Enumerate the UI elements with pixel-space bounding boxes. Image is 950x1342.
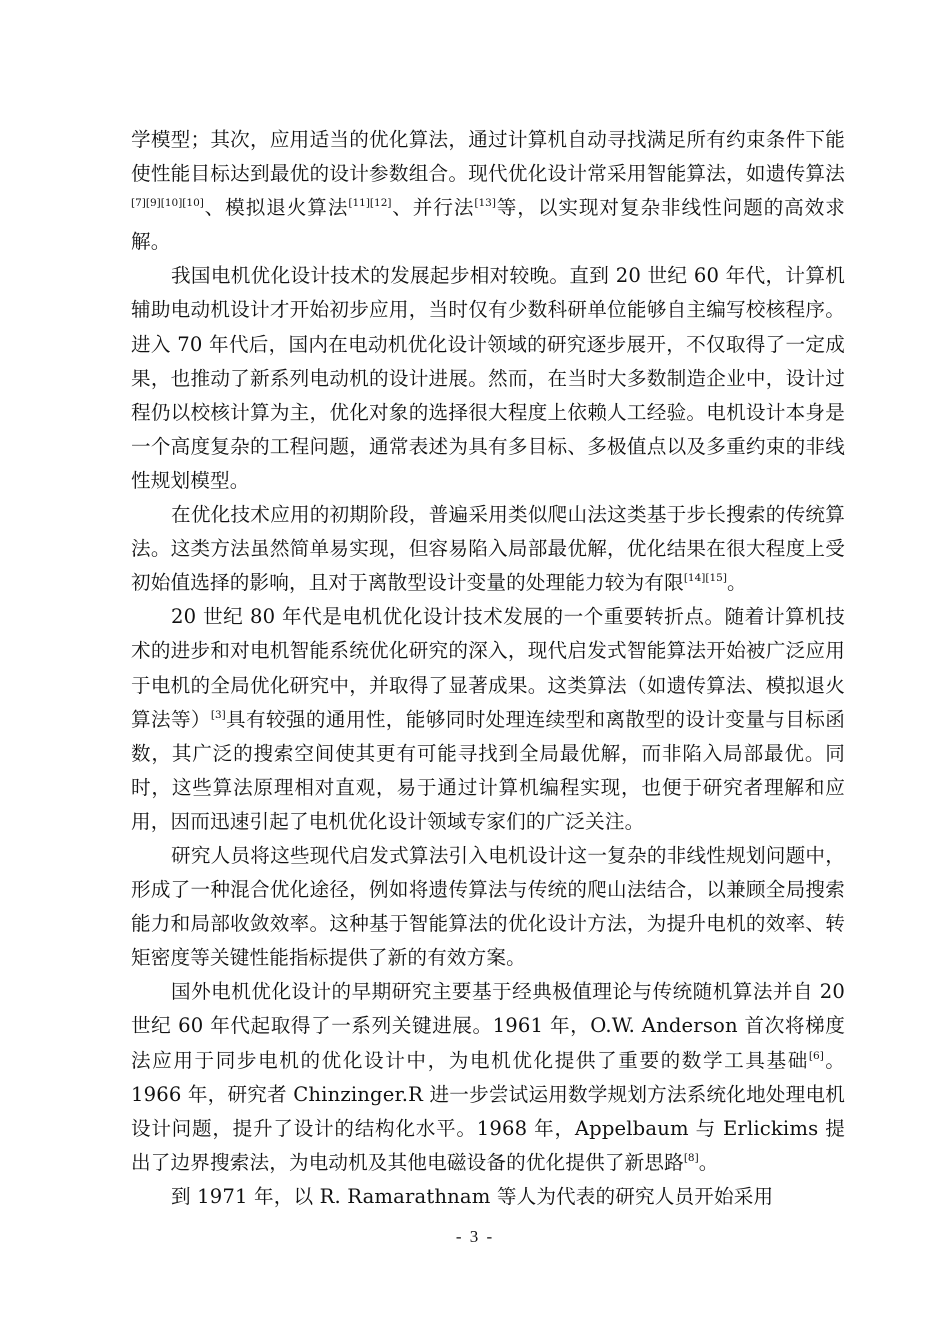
paragraph xyxy=(131,600,845,839)
citation-ref: [11][12] xyxy=(348,197,392,210)
paragraph xyxy=(131,259,845,498)
paragraph-text: 。 xyxy=(726,571,747,595)
paragraph-text: 具有较强的通用性，能够同时处理连续型和离散型的设计变量与目标函数，其广泛的搜索空间使其更有可能寻找到全局最优解，而非陷入局部最优。同时，这些算法原理相对直观，易于通过计算机编程实现，也便于研究者理解和应用，因而迅速引起了电机优化设计领域专家们的广泛关注。 xyxy=(131,707,845,833)
page-number: - 3 - xyxy=(455,1227,495,1246)
paragraph-text: 。 xyxy=(698,1150,719,1174)
citation-ref: [13] xyxy=(474,197,496,210)
body-text xyxy=(131,123,845,1214)
citation-ref: [6] xyxy=(808,1049,824,1062)
paragraph-text: 到 1971 年，以 R. Ramarathnam 等人为代表的研究人员开始采用 xyxy=(171,1184,774,1208)
paragraph xyxy=(131,498,845,600)
citation-ref: [3] xyxy=(210,708,226,721)
paragraph-text: 20 世纪 80 年代是电机优化设计技术发展的一个重要转折点。随着计算机技术的进步和对电机智能系统优化研究的深入，现代启发式智能算法开始被广泛应用于电机的全局优化研究中，并取得了显著成果。这类算法（如遗传算法、模拟退火算法等） xyxy=(131,605,845,731)
paragraph xyxy=(131,975,845,1180)
paragraph-text: 研究人员将这些现代启发式算法引入电机设计这一复杂的非线性规划问题中，形成了一种混合优化途径，例如将遗传算法与传统的爬山法结合，以兼顾全局搜索能力和局部收敛效率。这种基于智能算法的优化设计方法，为提升电机的效率、转矩密度等关键性能指标提供了新的有效方案。 xyxy=(131,843,845,970)
paragraph-text: 国外电机优化设计的早期研究主要基于经典极值理论与传统随机算法并自 20 世纪 60 年代起取得了一系列关键进展。1961 年，O.W. Anderson 首次将梯度法应用于同步电机的优化设计中，为电机优化提供了重要的数学工具基础 xyxy=(131,980,845,1072)
paragraph-text: 等，以实现对复杂非线性问题的高效求解。 xyxy=(131,196,845,254)
paragraph-text: 学模型；其次，应用适当的优化算法，通过计算机自动寻找满足所有约束条件下能使性能目标达到最优的设计参数组合。现代优化设计常采用智能算法，如遗传算法 xyxy=(131,128,845,186)
paragraph xyxy=(131,839,845,975)
citation-ref: [8] xyxy=(683,1151,699,1164)
citation-ref: [7][9][10][10] xyxy=(131,197,204,210)
paragraph-text: 、并行法 xyxy=(391,196,475,220)
paragraph-text: 。1966 年，研究者 Chinzinger.R 进一步尝试运用数学规划方法系统化地处理电机设计问题，提升了设计的结构化水平。1968 年，Appelbaum 与 Erlickims 提出了边界搜索法，为电动机及其他电磁设备的优化提供了新思路 xyxy=(131,1048,845,1174)
citation-ref: [14][15] xyxy=(683,572,727,585)
paragraph-text: 我国电机优化设计技术的发展起步相对较晚。直到 20 世纪 60 年代，计算机辅助电动机设计才开始初步应用，当时仅有少数科研单位能够自主编写校核程序。进入 70 年代后，国内在电动机优化设计领域的研究逐步展开，不仅取得了一定成果，也推动了新系列电动机的设计进展。然而，在当时大多数制造企业中，设计过程仍以校核计算为主，优化对象的选择很大程度上依赖人工经验。电机设计本身是一个高度复杂的工程问题，通常表述为具有多目标、多极值点以及多重约束的非线性规划模型。 xyxy=(131,264,845,492)
paragraph-text: 在优化技术应用的初期阶段，普遍采用类似爬山法这类基于步长搜索的传统算法。这类方法虽然简单易实现，但容易陷入局部最优解，优化结果在很大程度上受初始值选择的影响，且对于离散型设计变量的处理能力较为有限 xyxy=(131,503,845,595)
paragraph-text: 、模拟退火算法 xyxy=(203,196,349,220)
paragraph xyxy=(131,1180,845,1214)
paragraph xyxy=(131,123,845,259)
